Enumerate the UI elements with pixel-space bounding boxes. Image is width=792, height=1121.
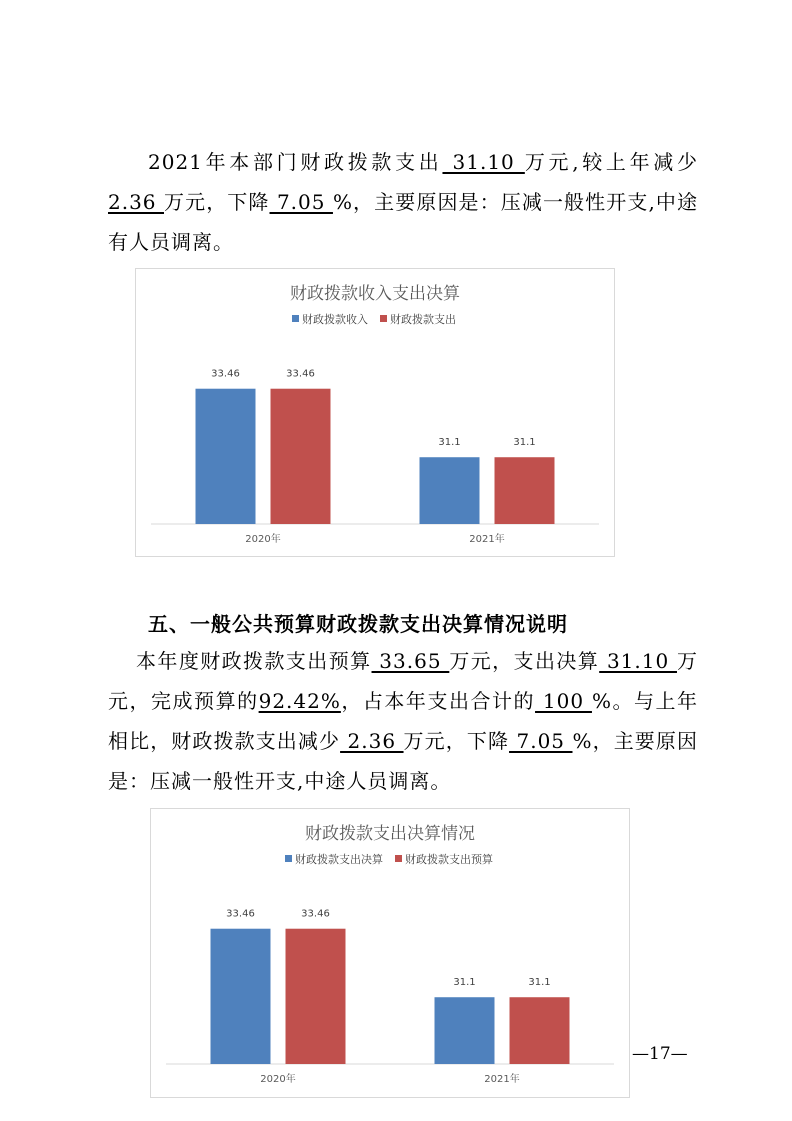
p2-completion-rate: 92.42% xyxy=(258,689,341,713)
p2-text-2: 万元，支出决算 xyxy=(449,649,600,673)
p1-decrease-percent: 7.05 xyxy=(269,190,333,214)
chart-expenditure-budget xyxy=(150,808,630,1098)
section-heading: 五、一般公共预算财政拨款支出决算情况说明 xyxy=(148,612,568,636)
p2-decrease-percent: 7.05 xyxy=(509,729,573,753)
category-label: 2020年 xyxy=(245,534,281,545)
p2-decrease-amount: 2.36 xyxy=(340,729,404,753)
paragraph-spending-summary xyxy=(108,142,698,262)
p2-text-5: %。与上年相比，财政拨款支出减少 xyxy=(108,689,699,753)
legend-swatch xyxy=(380,315,387,322)
chart-revenue-expenditure xyxy=(135,268,615,557)
data-label: 31.1 xyxy=(528,977,551,989)
p2-actual-amount: 31.10 xyxy=(599,649,677,673)
chart-1-svg xyxy=(136,269,614,556)
bar-财政拨款收入-2020年 xyxy=(196,389,256,524)
data-label: 31.1 xyxy=(513,437,536,449)
bar-财政拨款支出-2021年 xyxy=(495,457,555,524)
legend-label: 财政拨款支出决算 xyxy=(295,853,383,866)
page-number: —17— xyxy=(632,1044,688,1064)
p2-text-3: 万元，完成预算的 xyxy=(108,649,698,713)
data-label: 33.46 xyxy=(211,368,240,380)
data-label: 31.1 xyxy=(438,437,461,449)
bar-财政拨款支出-2020年 xyxy=(271,389,331,524)
p1-text-2: 万元,较上年减少 xyxy=(524,150,698,174)
chart-title: 财政拨款收入支出决算 xyxy=(290,284,460,304)
p1-decrease-amount: 2.36 xyxy=(108,190,164,214)
legend-label: 财政拨款收入 xyxy=(302,313,368,326)
p2-text-7: %，主要原因是：压减一般性开支,中途人员调离。 xyxy=(108,729,699,793)
data-label: 33.46 xyxy=(301,908,330,920)
paragraph-budget-execution xyxy=(108,641,698,801)
chart-title: 财政拨款支出决算情况 xyxy=(305,824,475,844)
legend-swatch xyxy=(285,855,292,862)
p1-text-4: %，主要原因是：压减一般性开支,中途有人员调离。 xyxy=(108,190,699,254)
data-label: 31.1 xyxy=(453,977,476,989)
bar-财政拨款支出决算-2021年 xyxy=(435,997,495,1064)
legend-swatch xyxy=(395,855,402,862)
bar-财政拨款支出预算-2021年 xyxy=(510,997,570,1064)
data-label: 33.46 xyxy=(226,908,255,920)
p1-text-3: 万元，下降 xyxy=(164,190,270,214)
category-label: 2020年 xyxy=(260,1074,296,1085)
p1-text-1: 2021年本部门财政拨款支出 xyxy=(148,150,443,174)
bar-财政拨款收入-2021年 xyxy=(420,457,480,524)
data-label: 33.46 xyxy=(286,368,315,380)
chart-2-svg xyxy=(151,809,629,1097)
category-label: 2021年 xyxy=(484,1074,520,1085)
p2-share: 100 xyxy=(535,689,592,713)
p2-text-4: ，占本年支出合计的 xyxy=(340,689,536,713)
legend-swatch xyxy=(292,315,299,322)
p2-text-6: 万元，下降 xyxy=(403,729,510,753)
p2-budget-amount: 33.65 xyxy=(371,649,450,673)
bar-财政拨款支出预算-2020年 xyxy=(286,929,346,1064)
legend-label: 财政拨款支出 xyxy=(390,313,456,326)
legend-label: 财政拨款支出预算 xyxy=(405,853,493,866)
p2-text-1: 本年度财政拨款支出预算 xyxy=(136,649,372,673)
bar-财政拨款支出决算-2020年 xyxy=(211,929,271,1064)
category-label: 2021年 xyxy=(469,534,505,545)
p1-spending-amount: 31.10 xyxy=(442,150,525,174)
